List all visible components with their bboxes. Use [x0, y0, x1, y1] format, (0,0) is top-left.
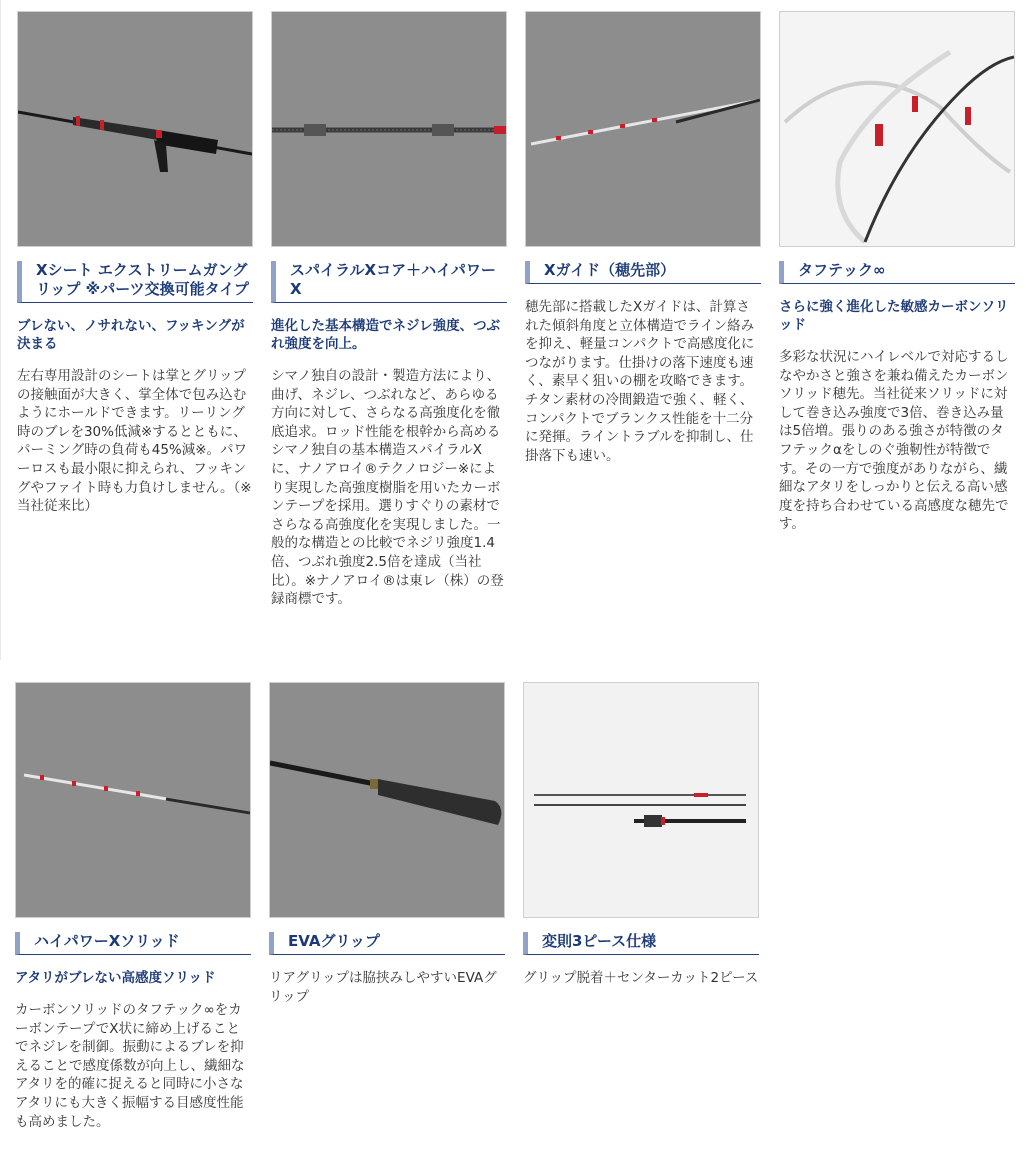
feature-card-three-piece [523, 682, 759, 988]
feature-description: カーボンソリッドのタフテック∞をカーボンテープでX状に締め上げることでネジレを制御。振動によるブレを抑えることで感度係数が向上し、繊細なアタリを的確に捉えると同時に小さなアタリにも大きく振幅する目感度性能も高めました。 [15, 1002, 245, 1130]
blank-core-photo [271, 11, 507, 247]
feature-card-x-guide [525, 11, 761, 465]
x-guide-tip-photo [525, 11, 761, 247]
feature-card-tough-tec [779, 11, 1015, 534]
solid-tip-photo [15, 682, 251, 918]
feature-card-spiral-x [271, 11, 507, 609]
feature-subtitle: 進化した基本構造でネジレ強度、つぶれ強度を向上。 [271, 318, 501, 352]
three-piece-photo [523, 682, 759, 918]
page-edge-divider [0, 0, 1, 660]
feature-description: 左右専用設計のシートは掌とグリップの接触面が大きく、掌全体で包み込むようにホールドできます。リーリング時のブレを30%低減※するとともに、パーミング時の負荷も45%減※。パワーロスも最小限に抑えられ、フッキングやファイト時も力負けしません。（※当社従来比） [17, 368, 252, 515]
feature-card-eva-grip [269, 682, 505, 1006]
feature-title: 変則3ピース仕様 [523, 932, 759, 955]
feature-card-high-power-x-solid [15, 682, 251, 1131]
feature-card-xseat [17, 11, 253, 516]
grip-reel-seat-photo [17, 11, 253, 247]
tough-tec-bend-photo [779, 11, 1015, 247]
feature-title: Xガイド（穂先部） [525, 261, 761, 284]
feature-description: リアグリップは脇挟みしやすいEVAグリップ [269, 970, 497, 1005]
feature-title: ハイパワーXソリッド [15, 932, 251, 955]
feature-description: 多彩な状況にハイレベルで対応するしなやかさと強さを兼ね備えたカーボンソリッド穂先。当社従来ソリッドに対して巻き込み強度で3倍、巻き込み量は5倍増。張りのある強さが特徴のタフテックαをしのぐ強靭性が特徴です。その一方で強度がありながら、繊細なアタリをしっかりと伝える高い感度を持ち合わせている高感度な穂先です。 [779, 349, 1009, 533]
feature-description: グリップ脱着＋センターカット2ピース [523, 970, 759, 986]
feature-title: タフテック∞ [779, 261, 1015, 284]
feature-subtitle: アタリがブレない高感度ソリッド [15, 970, 216, 986]
feature-title: Xシート エクストリームガングリップ ※パーツ交換可能タイプ [17, 261, 253, 303]
feature-description: シマノ独自の設計・製造方法により、曲げ、ネジレ、つぶれなど、あらゆる方向に対して、さらなる高強度化を徹底追求。ロッド性能を根幹から高めるシマノ独自の基本構造スパイラルXに、ナノアロイ®テクノロジー※により実現した高強度樹脂を用いたカーボンテープを採用。選りすぐりの素材でさらなる高強度化を実現しました。一般的な構造との比較でネジリ強度1.4倍、つぶれ強度2.5倍を達成（当社比）。※ナノアロイ®は東レ（株）の登録商標です。 [271, 368, 504, 608]
feature-description: 穂先部に搭載したXガイドは、計算された傾斜角度と立体構造でライン絡みを抑え、軽量コンパクトで高感度化につながります。仕掛けの落下速度も速く、素早く狙いの棚を攻略できます。チタン素材の冷間鍛造で強く、軽く、コンパクトでブランクス性能を十二分に発揮。ライントラブルを抑制し、仕掛落下も速い。 [525, 299, 755, 464]
feature-subtitle: さらに強く進化した敏感カーボンソリッド [779, 299, 1009, 333]
eva-grip-photo [269, 682, 505, 918]
feature-title: スパイラルXコア＋ハイパワーX [271, 261, 507, 303]
feature-title: EVAグリップ [269, 932, 505, 955]
feature-subtitle: ブレない、ノサれない、フッキングが決まる [17, 318, 245, 352]
